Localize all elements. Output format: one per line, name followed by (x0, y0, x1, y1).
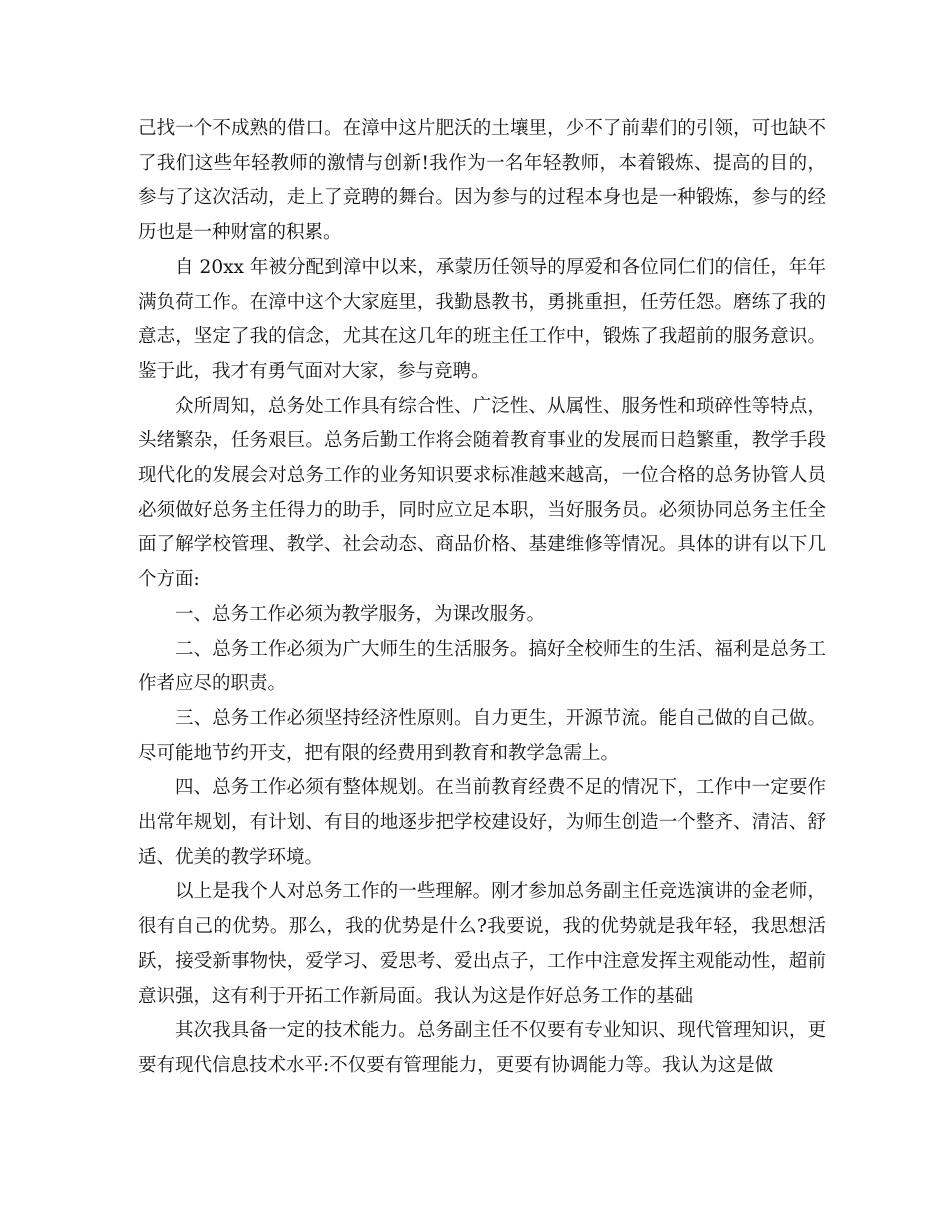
list-item-two: 二、总务工作必须为广大师生的生活服务。搞好全校师生的生活、福利是总务工作者应尽的职责。 (138, 638, 826, 695)
paragraph-continuation: 己找一个不成熟的借口。在漳中这片肥沃的土壤里，少不了前辈们的引领，可也缺不了我们这些年轻教师的激情与创新!我作为一名年轻教师，本着锻炼、提高的目的，参与了这次活动，走上了竞聘的舞台。因为参与的过程本身也是一种锻炼，参与的经历也是一种财富的积累。 (138, 118, 826, 244)
paragraph-technical-ability: 其次我具备一定的技术能力。总务副主任不仅要有专业知识、现代管理知识，更要有现代信息技术水平:不仅要有管理能力，更要有协调能力等。我认为这是做 (138, 1020, 826, 1076)
list-item-four: 四、总务工作必须有整体规划。在当前教育经费不足的情况下，工作中一定要作出常年规划，有计划、有目的地逐步把学校建设好，为师生创造一个整齐、清洁、舒适、优美的教学环境。 (138, 777, 826, 868)
list-item-one: 一、总务工作必须为教学服务，为课改服务。 (175, 603, 546, 625)
paragraph-general-affairs-characteristics: 众所周知，总务处工作具有综合性、广泛性、从属性、服务性和琐碎性等特点，头绪繁杂，任务艰巨。总务后勤工作将会随着教育事业的发展而日趋繁重，教学手段现代化的发展会对总务工作的业务知识要求标准越来越高，一位合格的总务协管人员必须做好总务主任得力的助手，同时应立足本职，当好服务员。必须协同总务主任全面了解学校管理、教学、社会动态、商品价格、基建维修等情况。具体的讲有以下几个方面: (138, 395, 826, 591)
paragraph-personal-advantages: 以上是我个人对总务工作的一些理解。刚才参加总务副主任竞选演讲的金老师，很有自己的优势。那么，我的优势是什么?我要说，我的优势就是我年轻，我思想活跃，接受新事物快，爱学习、爱思考、爱出点子，工作中注意发挥主观能动性，超前意识强，这有利于开拓工作新局面。我认为这是作好总务工作的基础 (138, 881, 826, 1007)
paragraph-assignment-history: 自 20xx 年被分配到漳中以来，承蒙历任领导的厚爱和各位同仁们的信任，年年满负荷工作。在漳中这个大家庭里，我勤恳教书，勇挑重担，任劳任怨。磨练了我的意志，坚定了我的信念，尤其在这几年的班主任工作中，锻炼了我超前的服务意识。鉴于此，我才有勇气面对大家，参与竞聘。 (138, 256, 826, 382)
document-body (138, 112, 826, 1084)
list-item-three: 三、总务工作必须坚持经济性原则。自力更生，开源节流。能自己做的自己做。尽可能地节约开支，把有限的经费用到教育和教学急需上。 (138, 707, 826, 764)
